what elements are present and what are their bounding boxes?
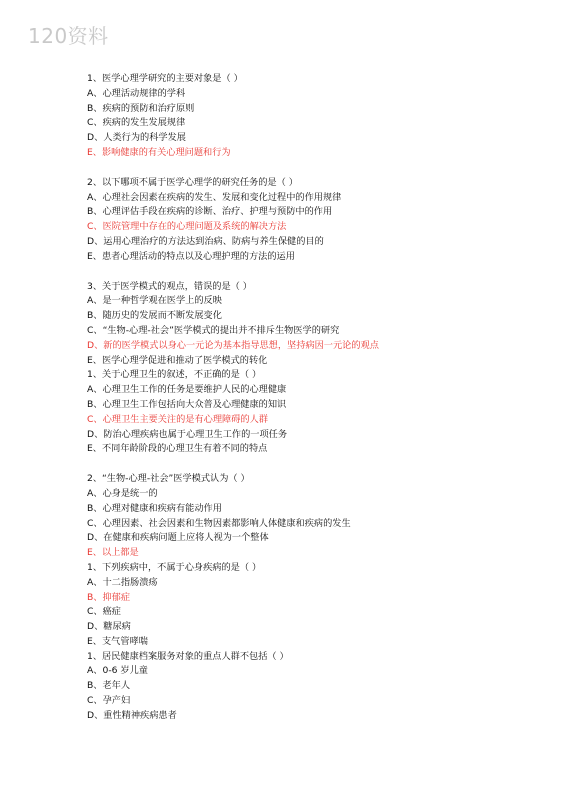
option-b: B、老年人: [87, 680, 131, 692]
option-b: B、心理卫生工作包括向大众普及心理健康的知识: [87, 398, 287, 410]
question-block: [87, 561, 527, 650]
option-a: A、是一种哲学观在医学上的反映: [87, 295, 222, 307]
option-c: C、癌症: [87, 606, 121, 618]
question-text: 2、“生物-心理-社会”医学模式认为（ ）: [87, 473, 250, 485]
option-a: A、心理卫生工作的任务是要维护人民的心理健康: [87, 384, 287, 396]
option-b-answer: B、抑郁症: [87, 591, 131, 603]
option-a: A、心理活动规律的学科: [87, 87, 186, 99]
option-e: E、不同年龄阶段的心理卫生有着不同的特点: [87, 443, 268, 455]
question-text: 1、关于心理卫生的叙述，不正确的是（ ）: [87, 369, 262, 381]
question-text: 1、医学心理学研究的主要对象是（ ）: [87, 73, 243, 84]
option-c-answer: C、医院管理中存在的心理问题及系统的解决方法: [87, 221, 287, 233]
question-block: [87, 280, 527, 369]
option-a: A、0-6 岁儿童: [87, 665, 148, 677]
option-c: C、疾病的发生发展规律: [87, 117, 186, 129]
option-e: E、支气管哮喘: [87, 635, 148, 647]
option-b: B、心理评估手段在疾病的诊断、治疗、护理与预防中的作用: [87, 206, 333, 218]
option-b: B、心理对健康和疾病有能动作用: [87, 502, 222, 514]
question-block: [87, 650, 527, 724]
question-text: 1、下列疾病中，不属于心身疾病的是（ ）: [87, 561, 262, 573]
option-e: E、患者心理活动的特点以及心理护理的方法的运用: [87, 250, 295, 262]
option-d: D、防治心理疾病也属于心理卫生工作的一项任务: [87, 428, 288, 440]
option-b: B、疾病的预防和治疗原则: [87, 102, 195, 114]
option-e-answer: E、以上都是: [87, 547, 139, 559]
option-c: C、“生物-心理-社会”医学模式的提出并不排斥生物医学的研究: [87, 324, 340, 336]
option-d-answer: D、新的医学模式以身心一元论为基本指导思想，坚持病因一元论的观点: [87, 339, 379, 351]
option-a: A、心理社会因素在疾病的发生、发展和变化过程中的作用规律: [87, 191, 342, 203]
option-d: D、运用心理治疗的方法达到治病、防病与养生保健的目的: [87, 235, 324, 247]
option-e: E、医学心理学促进和推动了医学模式的转化: [87, 354, 268, 366]
option-d: D、重性精神疾病患者: [87, 709, 177, 721]
option-c: C、孕产妇: [87, 695, 131, 707]
option-a: A、心身是统一的: [87, 487, 158, 499]
question-block: [87, 368, 527, 457]
question-text: 2、以下哪项不属于医学心理学的研究任务的是（ ）: [87, 176, 298, 188]
option-c-answer: C、心理卫生主要关注的是有心理障碍的人群: [87, 413, 268, 425]
option-e-answer: E、影响健康的有关心理问题和行为: [87, 146, 231, 158]
option-c: C、心理因素、社会因素和生物因素都影响人体健康和疾病的发生: [87, 517, 351, 529]
question-block: [87, 72, 527, 161]
question-text: 3、关于医学模式的观点，错误的是（ ）: [87, 280, 252, 292]
option-a: A、十二指肠溃疡: [87, 576, 158, 588]
option-d: D、糖尿病: [87, 621, 131, 633]
question-text: 1、居民健康档案服务对象的重点人群不包括（ ）: [87, 650, 289, 662]
option-d: D、在健康和疾病问题上应将人视为一个整体: [87, 532, 269, 544]
question-block: [87, 176, 527, 265]
question-list: [87, 72, 527, 724]
option-b: B、随历史的发展而不断发展变化: [87, 310, 222, 322]
question-block: [87, 472, 527, 561]
watermark-logo: 120资料: [28, 24, 109, 48]
option-d: D、人类行为的科学发展: [87, 132, 186, 144]
